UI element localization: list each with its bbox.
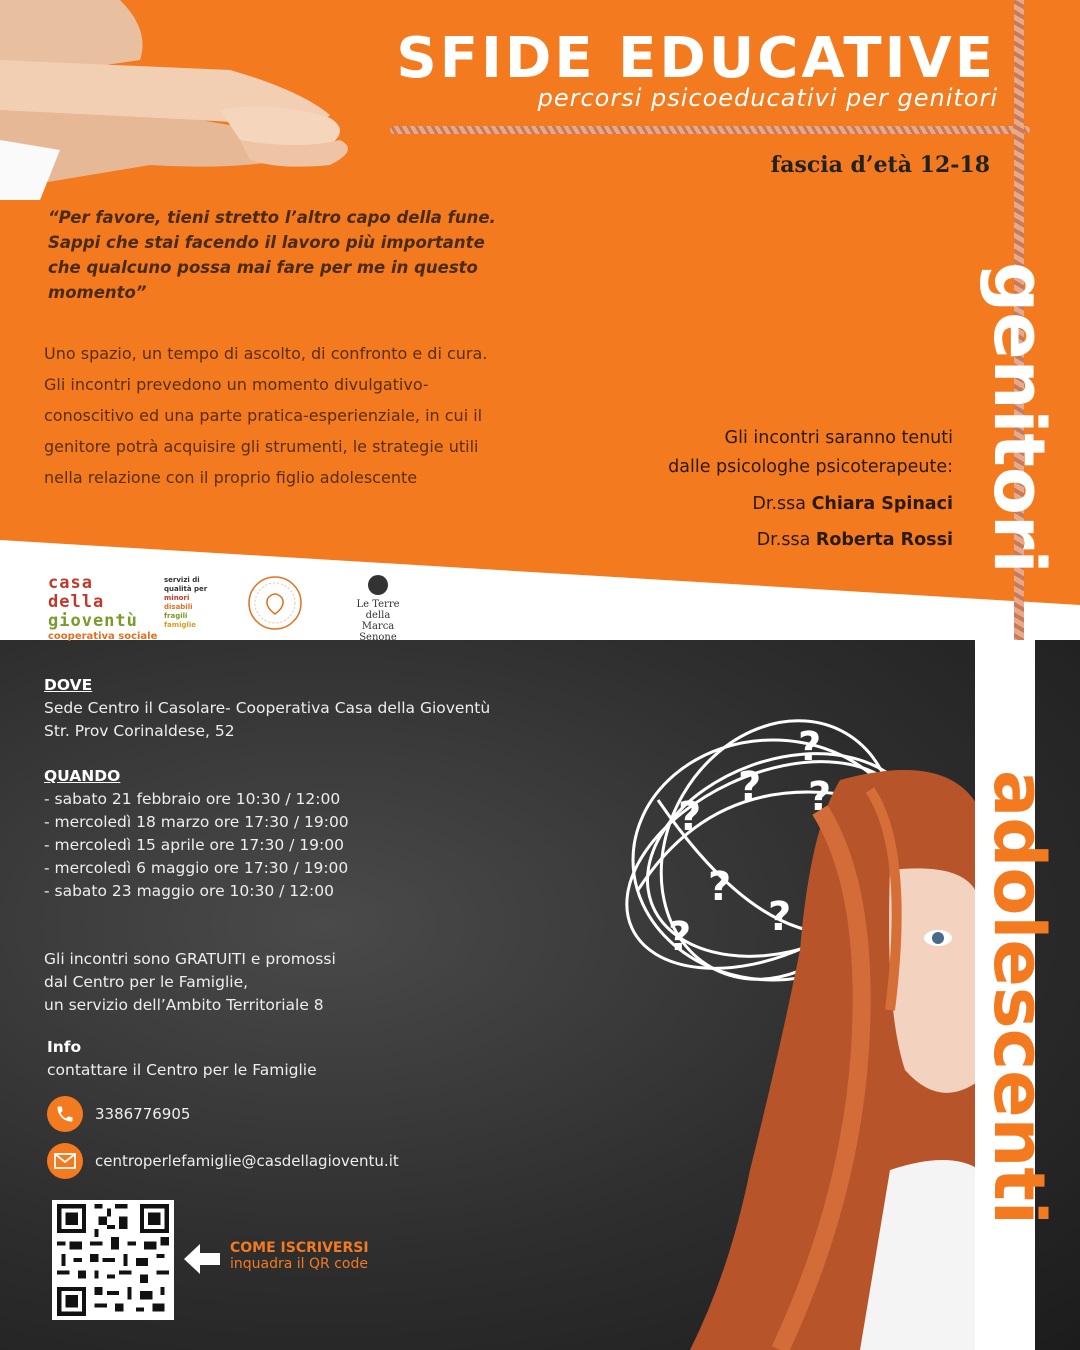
doctor-1 <box>752 494 953 514</box>
svg-text:?: ? <box>798 724 822 770</box>
date-item: - sabato 21 febbraio ore 10:30 / 12:00 <box>44 790 341 808</box>
intro-line: genitore potrà acquisire gli strumenti, le strategie utili <box>44 437 479 456</box>
svg-text:?: ? <box>808 774 832 820</box>
presenters-line: dalle psicologhe psicoterapeute: <box>668 457 953 477</box>
services-list: servizi di qualità per minori disabili fragili famiglie <box>164 576 208 629</box>
age-range: fascia d’età 12-18 <box>770 152 990 178</box>
qr-code[interactable] <box>52 1200 174 1320</box>
tree-icon <box>367 574 389 596</box>
vertical-word-genitori: genitori <box>978 262 1060 574</box>
registration-title: COME ISCRIVERSI <box>230 1240 369 1256</box>
terre-marca-senone-logo: Le Terre della Marca Senone <box>348 574 408 643</box>
date-item: - mercoledì 18 marzo ore 17:30 / 19:00 <box>44 813 349 831</box>
date-item: - mercoledì 15 aprile ore 17:30 / 19:00 <box>44 836 344 854</box>
doctor-title: Dr.ssa <box>752 494 806 514</box>
date-item: - sabato 23 maggio ore 10:30 / 12:00 <box>44 882 334 900</box>
dove-address-line: Sede Centro il Casolare- Cooperativa Casa della Gioventù <box>44 699 491 717</box>
intro-line: Gli incontri prevedono un momento divulgativo- <box>44 375 429 394</box>
email-contact[interactable] <box>47 1143 399 1179</box>
centro-famiglie-logo <box>246 574 304 632</box>
svg-text:?: ? <box>668 914 692 960</box>
intro-paragraph <box>44 338 514 493</box>
free-events-note: Gli incontri sono GRATUITI e promossi dal Centro per le Famiglie, un servizio dell’Ambito Territoriale 8 <box>44 950 336 1014</box>
vertical-word-adolescenti: adolescenti <box>978 770 1060 1225</box>
registration-callout <box>230 1240 369 1272</box>
svg-text:?: ? <box>738 764 762 810</box>
info-section <box>47 1036 317 1082</box>
presenters-line: Gli incontri saranno tenuti <box>724 428 953 448</box>
page-subtitle: percorsi psicoeducativi per genitori <box>537 84 998 112</box>
dove-heading: DOVE <box>44 676 93 694</box>
doctor-name: Roberta Rossi <box>815 530 953 550</box>
intro-line: Uno spazio, un tempo di ascolto, di confronto e di cura. <box>44 344 488 363</box>
page-title: SFIDE EDUCATIVE <box>396 26 996 91</box>
info-heading: Info <box>47 1038 82 1056</box>
svg-text:?: ? <box>708 864 732 910</box>
email-address[interactable]: centroperlefamiglie@casdellagioventu.it <box>95 1152 399 1170</box>
date-item: - mercoledì 6 maggio ore 17:30 / 19:00 <box>44 859 349 877</box>
mail-icon <box>47 1143 83 1179</box>
svg-text:?: ? <box>678 794 702 840</box>
presenters-intro <box>668 424 953 482</box>
registration-hint: inquadra il QR code <box>230 1256 368 1272</box>
info-text: contattare il Centro per le Famiglie <box>47 1061 317 1079</box>
phone-number[interactable]: 3386776905 <box>95 1105 191 1123</box>
intro-line: conoscitivo ed una parte pratica-esperienziale, in cui il <box>44 406 483 425</box>
quando-section <box>44 765 349 903</box>
phone-icon <box>47 1096 83 1132</box>
doctor-name: Chiara Spinaci <box>811 494 953 514</box>
hands-pulling-rope-image <box>0 0 420 200</box>
partner-logos <box>48 570 418 643</box>
doctor-2 <box>757 530 953 550</box>
dove-section <box>44 674 490 743</box>
horizontal-rope <box>390 126 1030 134</box>
teenager-portrait-image <box>690 750 980 1350</box>
dove-address-line: Str. Prov Corinaldese, 52 <box>44 722 235 740</box>
doctor-title: Dr.ssa <box>756 530 811 550</box>
arrow-left-icon <box>182 1242 222 1276</box>
quote-text: “Per favore, tieni stretto l’altro capo della fune. Sappi che stai facendo il lavoro più importante che qualcuno possa mai fare per me in questo momento” <box>48 208 496 302</box>
phone-contact[interactable] <box>47 1096 190 1132</box>
svg-text:?: ? <box>768 894 792 940</box>
quando-heading: QUANDO <box>44 767 121 785</box>
casa-della-gioventu-logo: casa della gioventù cooperativa sociale <box>48 573 158 642</box>
intro-line: nella relazione con il proprio figlio adolescente <box>44 468 418 487</box>
